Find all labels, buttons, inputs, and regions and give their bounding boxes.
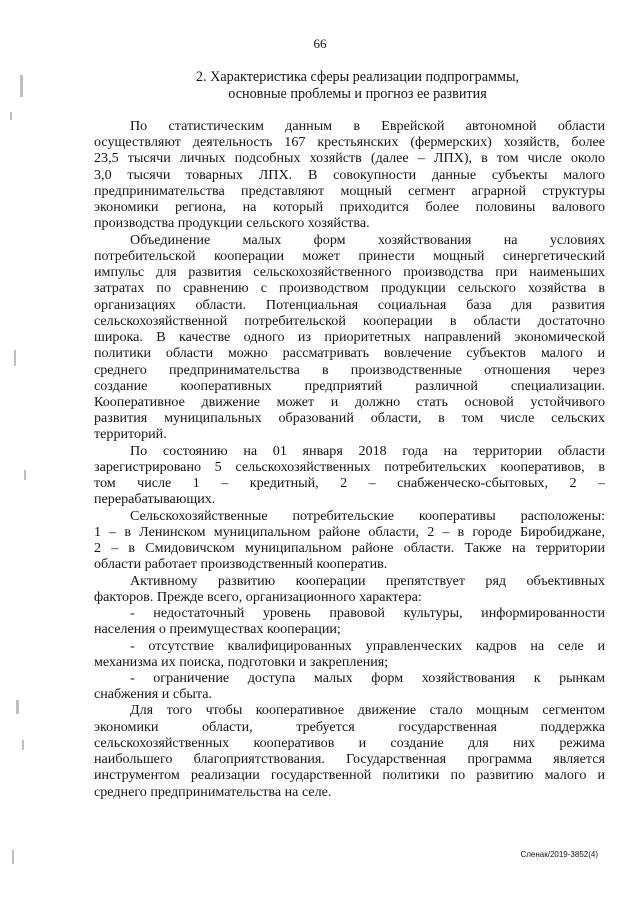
body-line: потребительской кооперации может принести мощный синергетический xyxy=(94,247,605,264)
body-line: затратах по сравнению с производством продукции сельского хозяйства в xyxy=(94,280,605,297)
body-line: 1 – в Ленинском муниципальном районе области, 2 – в городе Биробиджане, xyxy=(94,523,605,540)
body-line: населения о преимуществах кооперации; xyxy=(94,621,341,638)
scan-artifact xyxy=(24,470,26,480)
scan-artifact xyxy=(20,75,23,97)
body-text xyxy=(94,118,605,800)
body-line: производства продукции сельского хозяйства. xyxy=(94,215,370,232)
body-line: По статистическим данным в Еврейской автономной области xyxy=(130,118,605,134)
body-line: механизма их поиска, подготовки и закрепления; xyxy=(94,653,389,670)
body-line: экономики области, требуется государственная поддержка xyxy=(94,718,605,735)
scan-artifact xyxy=(12,850,14,864)
section-heading xyxy=(100,69,615,103)
body-line: снабжения и сбыта. xyxy=(94,686,213,703)
section-heading-line-2: основные проблемы и прогноз ее развития xyxy=(228,86,487,102)
page-number: 66 xyxy=(313,36,327,51)
body-line: импульс для развития сельскохозяйственного производства при наименьших xyxy=(94,264,605,281)
body-line: наибольшего благоприятствования. Государственная программа является xyxy=(94,751,605,768)
section-heading-line-1: 2. Характеристика сферы реализации подпрограммы, xyxy=(195,69,520,85)
body-line: - недостаточный уровень правовой культуры, информированности xyxy=(130,605,605,622)
body-line: 2 – в Смидовичском муниципальном районе области. Также на территории xyxy=(94,540,605,557)
body-line: сельскохозяйственных кооперативов и создание для них режима xyxy=(94,734,605,751)
scan-artifact xyxy=(10,112,12,120)
body-line: Сельскохозяйственные потребительские кооперативы расположены: xyxy=(130,507,605,524)
body-line: - отсутствие квалифицированных управленческих кадров на селе и xyxy=(130,637,605,654)
body-line: факторов. Прежде всего, организационного характера: xyxy=(94,588,422,605)
body-line: осуществляют деятельность 167 крестьянских (фермерских) хозяйств, более xyxy=(94,134,605,151)
body-line: том числе 1 – кредитный, 2 – снабженческо-сбытовых, 2 – xyxy=(94,475,605,492)
body-line: Активному развитию кооперации препятствует ряд объективных xyxy=(130,572,605,589)
scan-artifact xyxy=(22,740,24,750)
body-line: 23,5 тысячи личных подсобных хозяйств (далее – ЛПХ), в том числе около xyxy=(94,150,605,167)
body-line: 3,0 тысячи товарных ЛПХ. В совокупности данные субъекты малого xyxy=(94,166,605,183)
body-line: сельскохозяйственной потребительской кооперации в области достаточно xyxy=(94,312,605,329)
body-line: перерабатывающих. xyxy=(94,491,216,508)
scan-artifact xyxy=(16,700,19,714)
body-line: зарегистрировано 5 сельскохозяйственных потребительских кооперативов, в xyxy=(94,458,605,475)
body-line: области работает производственный кооператив. xyxy=(94,556,388,573)
body-line: По состоянию на 01 января 2018 года на территории области xyxy=(130,442,605,459)
body-line: Для того чтобы кооперативное движение стало мощным сегментом xyxy=(130,702,605,719)
body-line: территорий. xyxy=(94,426,167,443)
body-line: предпринимательства представляют мощный сегмент аграрной структуры xyxy=(94,182,605,199)
body-line: среднего предпринимательства в производственные отношения через xyxy=(94,361,605,378)
scan-artifact xyxy=(14,350,16,366)
body-line: политики области можно рассматривать вовлечение субъектов малого и xyxy=(94,345,605,362)
body-line: инструментом реализации государственной политики по развитию малого и xyxy=(94,767,605,784)
body-line: развития муниципальных образований области, в том числе сельских xyxy=(94,410,605,427)
body-line: организациях области. Потенциальная социальная база для развития xyxy=(94,296,605,313)
body-line: Кооперативное движение может и должно стать основой устойчивого xyxy=(94,393,605,410)
body-line: создание кооперативных предприятий различной специализации. xyxy=(94,377,605,394)
body-line: - ограничение доступа малых форм хозяйствования к рынкам xyxy=(130,669,605,686)
document-code: Сленак/2019-3852(4) xyxy=(520,850,598,859)
body-line: экономики региона, на который приходится более половины валового xyxy=(94,199,605,216)
body-line: Объединение малых форм хозяйствования на условиях xyxy=(130,231,605,248)
body-line: широка. В качестве одного из приоритетных направлений экономической xyxy=(94,329,605,346)
body-line: среднего предпринимательства на селе. xyxy=(94,783,332,800)
